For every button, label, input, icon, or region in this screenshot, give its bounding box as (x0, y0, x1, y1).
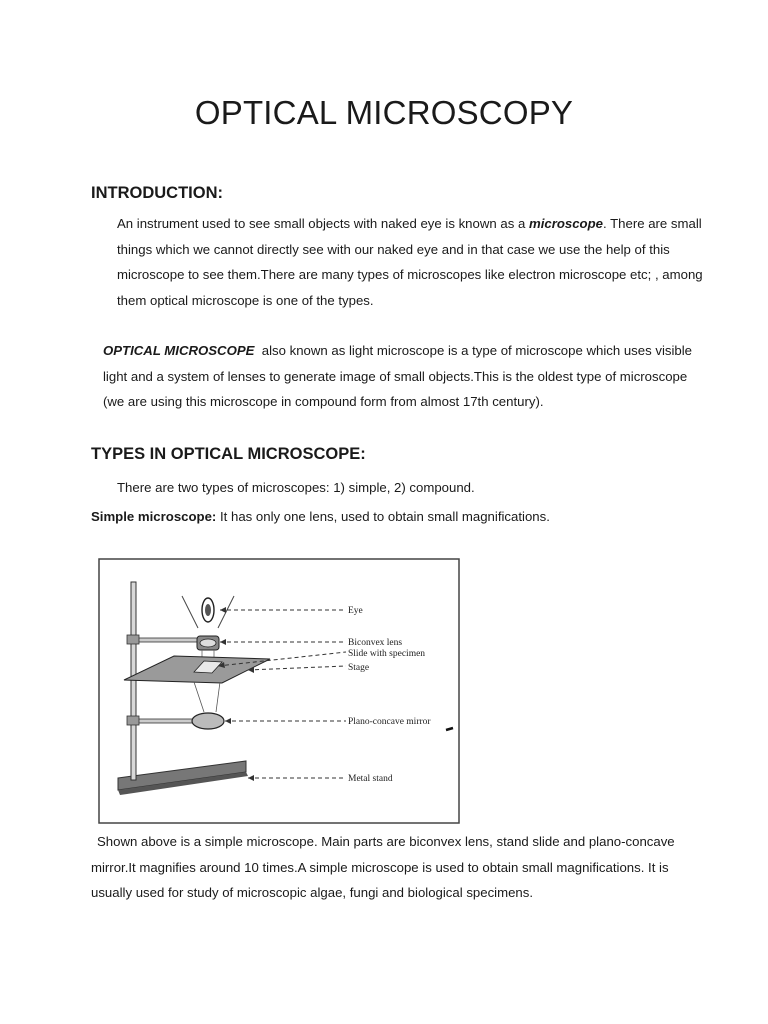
microscope-term: microscope (528, 216, 603, 231)
label-plano-concave-mirror: Plano-concave mirror (348, 717, 431, 727)
simple-microscope-label: Simple microscope: (91, 509, 217, 524)
mirror-arm (131, 719, 195, 723)
intro-p2-text: also known as light microscope is a type of microscope which uses visible light and a system of lenses to generate image of small objects.This is the oldest type of microscope (we are using this microscope in compound form from almost 17th century). (103, 343, 696, 409)
simple-microscope-paragraph (91, 504, 691, 530)
intro-p1-text-after: . There are small things which we cannot directly see with our naked eye and in that case we use the help of this microscope to see them.There are many types of microscopes like electron microscope etc; , among them optical microscope is one of the types. (117, 216, 703, 308)
label-stage: Stage (348, 663, 370, 673)
stand-rod (131, 582, 136, 780)
lens-arm (131, 638, 207, 642)
eye-pupil (205, 604, 211, 616)
label-slide-with-specimen: Slide with specimen (348, 649, 426, 659)
intro-p1-text-before: An instrument used to see small objects with naked eye is known as a (117, 216, 529, 231)
introduction-heading: INTRODUCTION: (91, 184, 223, 202)
label-eye: Eye (348, 606, 363, 616)
simple-microscope-diagram (98, 558, 460, 824)
clamp-top (127, 635, 139, 644)
biconvex-lens (200, 639, 216, 647)
simple-microscope-text: It has only one lens, used to obtain small magnifications. (216, 509, 550, 524)
label-metal-stand: Metal stand (348, 774, 393, 784)
plano-concave-mirror (192, 713, 224, 729)
types-paragraph: There are two types of microscopes: 1) simple, 2) compound. (117, 480, 475, 495)
intro-paragraph-2 (91, 338, 703, 415)
label-biconvex-lens: Biconvex lens (348, 638, 403, 648)
types-heading: TYPES IN OPTICAL MICROSCOPE: (91, 445, 366, 463)
clamp-bottom (127, 716, 139, 725)
intro-paragraph-1 (91, 211, 717, 313)
optical-microscope-term: OPTICAL MICROSCOPE (103, 343, 255, 358)
page-title: OPTICAL MICROSCOPY (194, 94, 574, 131)
figure-caption: Shown above is a simple microscope. Main parts are biconvex lens, stand slide and plano-concave mirror.It magnifies around 10 times.A simple microscope is used to obtain small magnifications. It is usually used for study of microscopic algae, fungi and biological specimens. (91, 834, 675, 900)
